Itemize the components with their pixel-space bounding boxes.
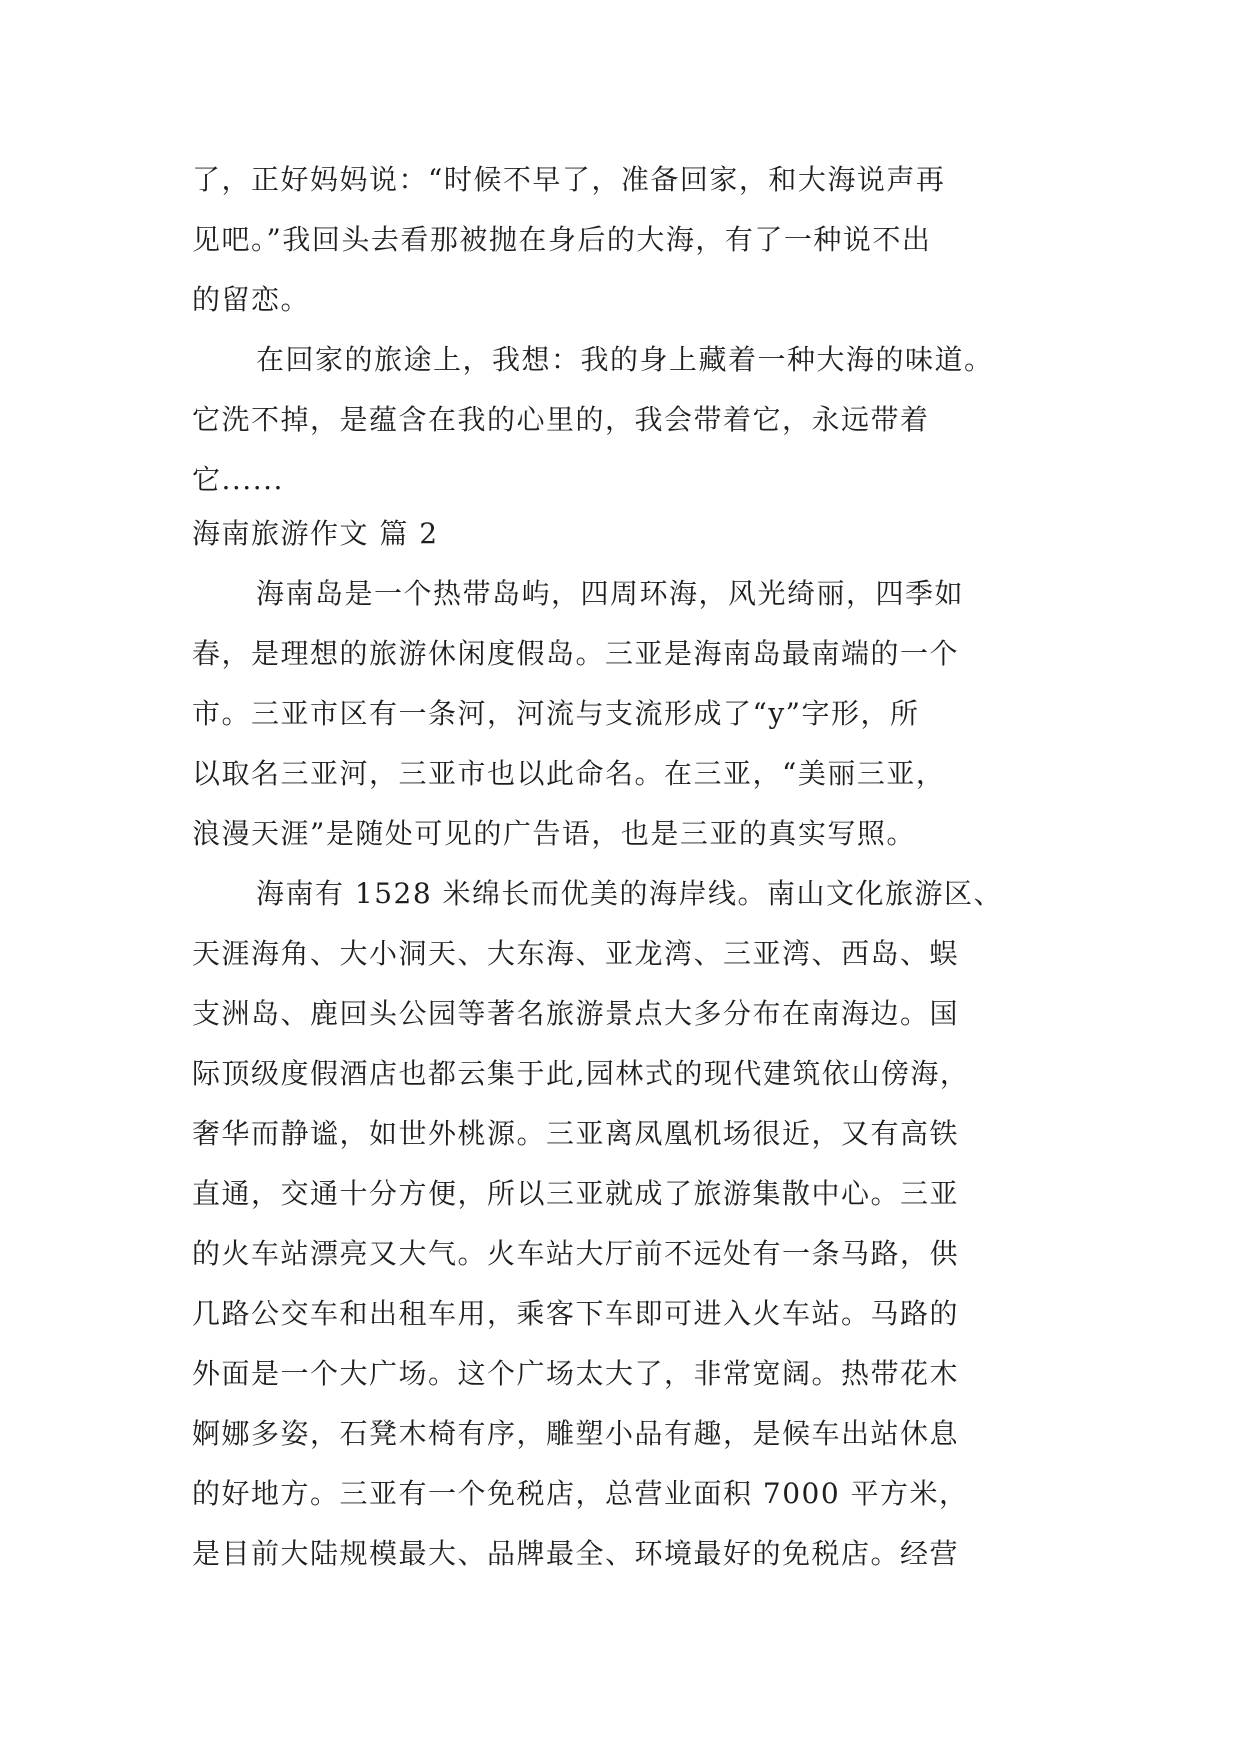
paragraph-line: 在回家的旅途上，我想：我的身上藏着一种大海的味道。 [256,343,994,376]
paragraph-line: 的火车站漂亮又大气。火车站大厅前不远处有一条马路，供 [192,1237,960,1270]
paragraph-line: 春，是理想的旅游休闲度假岛。三亚是海南岛最南端的一个 [192,637,960,670]
paragraph-line: 直通，交通十分方便，所以三亚就成了旅游集散中心。三亚 [192,1177,960,1210]
paragraph-line: 几路公交车和出租车用，乘客下车即可进入火车站。马路的 [192,1297,960,1330]
paragraph-line: 支洲岛、鹿回头公园等著名旅游景点大多分布在南海边。国 [192,997,960,1030]
paragraph-line: 海南有 1528 米绵长而优美的海岸线。南山文化旅游区、 [256,877,1004,910]
paragraph-line: 它洗不掉，是蕴含在我的心里的，我会带着它，永远带着 [192,403,930,436]
paragraph-line: 婀娜多姿，石凳木椅有序，雕塑小品有趣，是候车出站休息 [192,1417,960,1450]
paragraph-line: 以取名三亚河，三亚市也以此命名。在三亚，“美丽三亚， [192,757,946,790]
paragraph-line: 外面是一个大广场。这个广场太大了，非常宽阔。热带花木 [192,1357,960,1390]
section-heading: 海南旅游作文 篇 2 [192,517,439,550]
paragraph-line: 奢华而静谧，如世外桃源。三亚离凤凰机场很近，又有高铁 [192,1117,960,1150]
paragraph-line: 它...... [192,463,284,496]
paragraph-line: 际顶级度假酒店也都云集于此,园林式的现代建筑依山傍海， [192,1057,970,1090]
paragraph-line: 的好地方。三亚有一个免税店，总营业面积 7000 平方米， [192,1477,969,1510]
paragraph-line: 海南岛是一个热带岛屿，四周环海，风光绮丽，四季如 [256,577,965,610]
paragraph-line: 的留恋。 [192,283,311,316]
paragraph-line: 是目前大陆规模最大、品牌最全、环境最好的免税店。经营 [192,1537,960,1570]
paragraph-line: 天涯海角、大小洞天、大东海、亚龙湾、三亚湾、西岛、蜈 [192,937,960,970]
paragraph-line: 市。三亚市区有一条河，河流与支流形成了“y”字形，所 [192,697,920,730]
paragraph-line: 浪漫天涯”是随处可见的广告语，也是三亚的真实写照。 [192,817,916,850]
paragraph-line: 了，正好妈妈说：“时候不早了，准备回家，和大海说声再 [192,163,946,196]
paragraph-line: 见吧。”我回头去看那被抛在身后的大海，有了一种说不出 [192,223,932,256]
